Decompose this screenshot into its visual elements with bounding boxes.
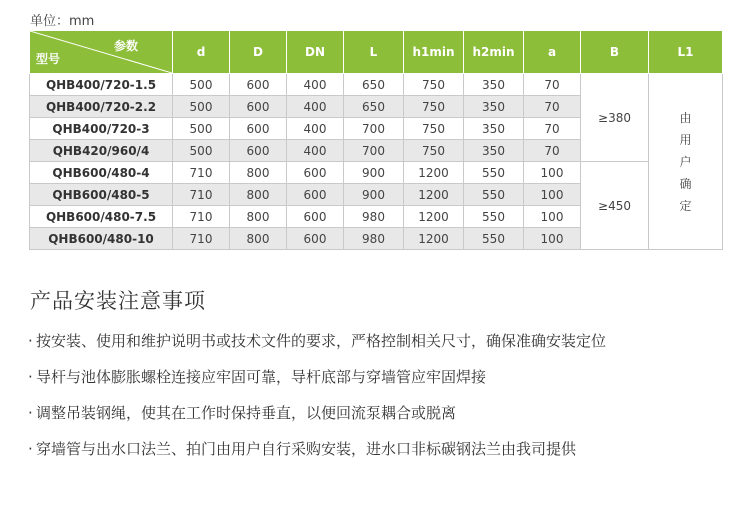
value-cell: 500: [173, 140, 230, 162]
value-cell: 800: [230, 184, 287, 206]
bullet-mark: ·: [28, 368, 33, 386]
value-cell: 350: [464, 140, 524, 162]
value-cell: 100: [524, 184, 581, 206]
col-header-a: a: [524, 31, 581, 74]
table-row: [30, 74, 723, 96]
bullet-mark: ·: [28, 332, 33, 350]
value-cell: 1200: [404, 184, 464, 206]
value-cell: 900: [344, 184, 404, 206]
value-cell: 70: [524, 74, 581, 96]
value-cell: 750: [404, 140, 464, 162]
value-cell: 500: [173, 96, 230, 118]
value-cell: 650: [344, 96, 404, 118]
col-header-h2min: h2min: [464, 31, 524, 74]
value-cell: 550: [464, 162, 524, 184]
value-cell: 350: [464, 74, 524, 96]
l1-cell: [649, 74, 723, 250]
value-cell: 100: [524, 206, 581, 228]
note-text: 按安装、使用和维护说明书或技术文件的要求，严格控制相关尺寸，确保准确安装定位: [36, 332, 607, 350]
value-cell: 980: [344, 206, 404, 228]
l1-char: 用: [679, 132, 692, 147]
model-label: 型号: [36, 52, 61, 66]
col-header-L: L: [344, 31, 404, 74]
model-cell: QHB600/480-7.5: [30, 206, 173, 228]
table-row: [30, 162, 723, 184]
model-cell: QHB600/480-10: [30, 228, 173, 250]
value-cell: 800: [230, 162, 287, 184]
l1-char: 确: [679, 176, 692, 191]
note-text: 导杆与池体膨胀螺栓连接应牢固可靠，导杆底部与穿墙管应牢固焊接: [36, 368, 487, 386]
header-row: [30, 31, 723, 74]
value-cell: 100: [524, 162, 581, 184]
value-cell: 600: [287, 184, 344, 206]
col-header-L1: L1: [649, 31, 723, 74]
param-label: 参数: [113, 39, 138, 53]
value-cell: 600: [230, 118, 287, 140]
value-cell: 710: [173, 228, 230, 250]
value-cell: 980: [344, 228, 404, 250]
col-header-B: B: [581, 31, 649, 74]
value-cell: 400: [287, 74, 344, 96]
value-cell: 1200: [404, 206, 464, 228]
value-cell: 650: [344, 74, 404, 96]
section-title: 产品安装注意事项: [30, 289, 206, 313]
value-cell: 1200: [404, 162, 464, 184]
value-cell: 350: [464, 118, 524, 140]
col-header-d: d: [173, 31, 230, 74]
value-cell: 100: [524, 228, 581, 250]
value-cell: 550: [464, 206, 524, 228]
value-cell: 600: [287, 206, 344, 228]
value-cell: 600: [230, 96, 287, 118]
value-cell: 350: [464, 96, 524, 118]
value-cell: 750: [404, 118, 464, 140]
value-cell: 710: [173, 184, 230, 206]
b-value-cell: ≥380: [581, 74, 649, 162]
col-header-D: D: [230, 31, 287, 74]
value-cell: 710: [173, 206, 230, 228]
model-cell: QHB400/720-1.5: [30, 74, 173, 96]
note-text: 穿墙管与出水口法兰、拍门由用户自行采购安装，进水口非标碳钢法兰由我司提供: [36, 440, 577, 458]
value-cell: 600: [230, 140, 287, 162]
note-text: 调整吊装钢绳，使其在工作时保持垂直，以便回流泵耦合或脱离: [36, 404, 457, 422]
value-cell: 400: [287, 118, 344, 140]
model-cell: QHB400/720-2.2: [30, 96, 173, 118]
list-item: [28, 402, 606, 438]
value-cell: 700: [344, 140, 404, 162]
list-item: [28, 330, 606, 366]
value-cell: 750: [404, 74, 464, 96]
value-cell: 70: [524, 96, 581, 118]
spec-table: [29, 30, 723, 250]
l1-char: 定: [679, 198, 692, 213]
model-cell: QHB600/480-5: [30, 184, 173, 206]
value-cell: 710: [173, 162, 230, 184]
value-cell: 70: [524, 140, 581, 162]
value-cell: 500: [173, 74, 230, 96]
value-cell: 600: [287, 228, 344, 250]
value-cell: 500: [173, 118, 230, 140]
col-header-h1min: h1min: [404, 31, 464, 74]
list-item: [28, 366, 606, 402]
model-cell: QHB400/720-3: [30, 118, 173, 140]
col-header-DN: DN: [287, 31, 344, 74]
value-cell: 900: [344, 162, 404, 184]
value-cell: 550: [464, 228, 524, 250]
l1-char: 户: [679, 154, 692, 169]
corner-header: [30, 31, 173, 74]
value-cell: 400: [287, 140, 344, 162]
l1-char: 由: [679, 110, 692, 125]
bullet-mark: ·: [28, 440, 33, 458]
b-value-cell: ≥450: [581, 162, 649, 250]
model-cell: QHB600/480-4: [30, 162, 173, 184]
list-item: [28, 438, 606, 474]
model-cell: QHB420/960/4: [30, 140, 173, 162]
unit-label: 单位：mm: [30, 14, 95, 29]
bullet-mark: ·: [28, 404, 33, 422]
value-cell: 550: [464, 184, 524, 206]
install-notes-list: [28, 330, 606, 474]
value-cell: 600: [287, 162, 344, 184]
value-cell: 800: [230, 206, 287, 228]
value-cell: 1200: [404, 228, 464, 250]
value-cell: 400: [287, 96, 344, 118]
value-cell: 750: [404, 96, 464, 118]
value-cell: 800: [230, 228, 287, 250]
value-cell: 70: [524, 118, 581, 140]
value-cell: 700: [344, 118, 404, 140]
value-cell: 600: [230, 74, 287, 96]
